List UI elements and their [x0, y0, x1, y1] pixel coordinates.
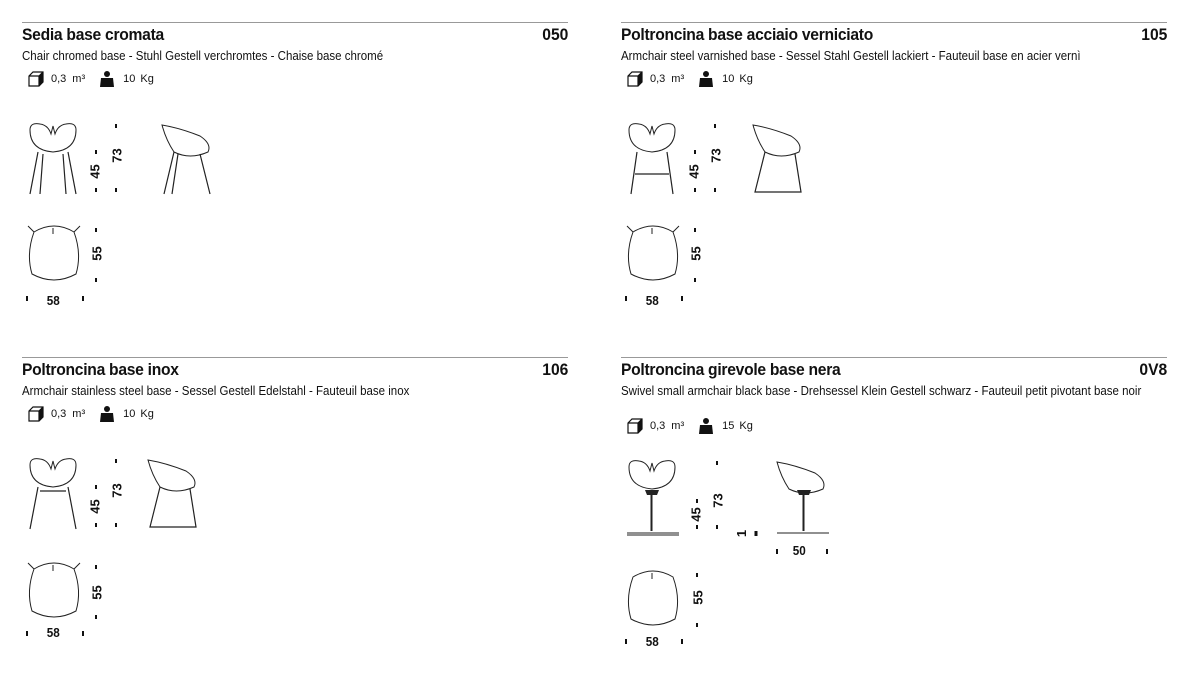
chair-front-view	[625, 122, 681, 197]
volume-unit: m³	[72, 408, 86, 420]
width-label: 58	[645, 634, 659, 649]
volume-value: 0,3	[650, 420, 666, 432]
product-code: 050	[541, 25, 568, 44]
width-label: 58	[46, 293, 60, 308]
divider	[22, 22, 568, 23]
box-volume-icon	[626, 70, 644, 88]
chair-side-view	[146, 457, 201, 532]
base-width-label: 50	[792, 543, 806, 558]
total-height-label: 73	[710, 493, 726, 508]
spec-row	[626, 417, 753, 435]
box-volume-icon	[27, 405, 45, 423]
product-title: Poltroncina base acciaio verniciato	[621, 25, 873, 44]
divider	[621, 22, 1167, 23]
divider	[621, 357, 1167, 358]
weight-icon	[698, 70, 714, 88]
weight-value: 10	[722, 73, 735, 85]
volume-value: 0,3	[650, 73, 666, 85]
product-card-105	[621, 22, 1167, 342]
product-code: 105	[1140, 25, 1167, 44]
volume-unit: m³	[671, 420, 685, 432]
chair-side-view	[751, 122, 806, 197]
product-subtitle: Swivel small armchair black base - Drehsessel Klein Gestell schwarz - Fauteuil petit pivotant base noir	[621, 384, 1142, 398]
weight-value: 15	[722, 420, 735, 432]
weight-icon	[99, 70, 115, 88]
chair-side-view	[160, 122, 215, 197]
product-code: 106	[541, 360, 568, 379]
weight-unit: Kg	[739, 73, 753, 85]
depth-label: 55	[89, 585, 105, 600]
box-volume-icon	[27, 70, 45, 88]
seat-height-label: 45	[686, 164, 702, 179]
product-card-050	[22, 22, 568, 342]
product-code: 0V8	[1139, 360, 1167, 379]
weight-unit: Kg	[140, 408, 154, 420]
total-height-label: 73	[708, 148, 724, 163]
seat-height-label: 45	[688, 507, 704, 522]
volume-unit: m³	[72, 73, 86, 85]
spec-row	[27, 70, 154, 88]
weight-unit: Kg	[140, 73, 154, 85]
total-height-label: 73	[109, 148, 125, 163]
box-volume-icon	[626, 417, 644, 435]
chair-top-view	[625, 569, 681, 629]
volume-unit: m³	[671, 73, 685, 85]
product-card-106	[22, 357, 568, 677]
width-label: 58	[645, 293, 659, 308]
total-height-label: 73	[109, 483, 125, 498]
product-title: Poltroncina girevole base nera	[621, 360, 841, 379]
chair-top-view	[26, 561, 82, 621]
weight-unit: Kg	[739, 420, 753, 432]
product-title: Poltroncina base inox	[22, 360, 179, 379]
seat-height-label: 45	[87, 499, 103, 514]
seat-height-label: 45	[87, 164, 103, 179]
spec-row	[27, 405, 154, 423]
depth-label: 55	[89, 246, 105, 261]
volume-value: 0,3	[51, 408, 67, 420]
weight-value: 10	[123, 408, 136, 420]
weight-icon	[698, 417, 714, 435]
product-title: Sedia base cromata	[22, 25, 164, 44]
chair-front-view	[26, 457, 82, 532]
weight-value: 10	[123, 73, 136, 85]
base-height-label: 1	[734, 529, 750, 538]
product-card-0v8	[621, 357, 1167, 677]
product-subtitle: Chair chromed base - Stuhl Gestell verchromtes - Chaise base chromé	[22, 49, 384, 63]
product-subtitle: Armchair stainless steel base - Sessel Gestell Edelstahl - Fauteuil base inox	[22, 384, 410, 398]
chair-top-view	[625, 224, 681, 284]
chair-front-view	[625, 459, 685, 539]
width-label: 58	[46, 625, 60, 640]
product-subtitle: Armchair steel varnished base - Sessel Stahl Gestell lackiert - Fauteuil base en acier vernì	[621, 49, 1081, 63]
spec-row	[626, 70, 753, 88]
chair-front-view	[26, 122, 82, 197]
depth-label: 55	[690, 590, 706, 605]
divider	[22, 357, 568, 358]
volume-value: 0,3	[51, 73, 67, 85]
base-height-ticks	[754, 531, 760, 537]
depth-label: 55	[688, 246, 704, 261]
chair-top-view	[26, 224, 82, 284]
chair-side-view	[775, 459, 831, 539]
weight-icon	[99, 405, 115, 423]
